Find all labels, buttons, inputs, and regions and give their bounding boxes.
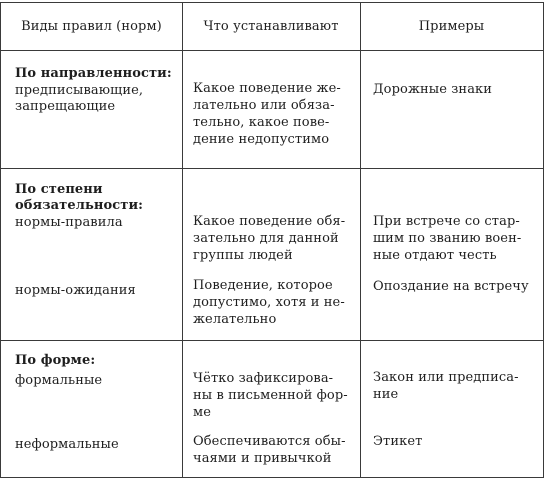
section-divider-2 [1,340,543,341]
norm-description: тельно, какое пове- [193,115,330,130]
norm-description: Чётко зафиксирова- [193,371,334,386]
norm-description: Поведение, которое [193,278,333,293]
section-title: По степени [15,182,103,197]
norm-description: допустимо, хотя и не- [193,295,345,310]
norm-description: Какое поведение обя- [193,214,346,229]
section-title: По направленности: [15,66,172,81]
norm-description: лательно или обяза- [193,98,335,113]
header-what: Что устанавливают [203,19,339,34]
norm-type: нормы-ожидания [15,283,136,298]
norm-example: ние [373,387,399,402]
norm-type: предписывающие, [15,83,144,98]
norm-description: ме [193,405,212,420]
header-examples: Примеры [418,19,485,34]
norm-description: дение недопустимо [193,132,330,147]
header-types: Виды правил (норм) [21,19,162,34]
column-divider-2 [360,3,361,477]
norm-example: Закон или предписа- [373,370,519,385]
section-title: обязательности: [15,198,144,213]
norm-type: неформальные [15,437,119,452]
norms-table [0,2,544,478]
norm-example: Дорожные знаки [373,82,493,97]
norm-example: Опоздание на встречу [373,279,529,294]
norm-type: запрещающие [15,99,116,114]
norm-example: ные отдают честь [373,248,497,263]
norm-description: чаями и привычкой [193,451,332,466]
norm-example: При встрече со стар- [373,214,520,229]
norm-description: Какое поведение же- [193,81,341,96]
section-title: По форме: [15,353,96,368]
norm-description: желательно [193,312,277,327]
norm-description: зательно для данной [193,231,339,246]
norm-type: нормы-правила [15,215,123,230]
norm-description: ны в письменной фор- [193,388,348,403]
section-divider-1 [1,168,543,169]
norm-description: группы людей [193,248,293,263]
header-divider [1,50,543,51]
column-divider-1 [182,3,183,477]
norm-example: Этикет [373,434,423,449]
norm-example: шим по званию воен- [373,231,522,246]
norm-type: формальные [15,373,103,388]
norm-description: Обеспечиваются обы- [193,434,346,449]
